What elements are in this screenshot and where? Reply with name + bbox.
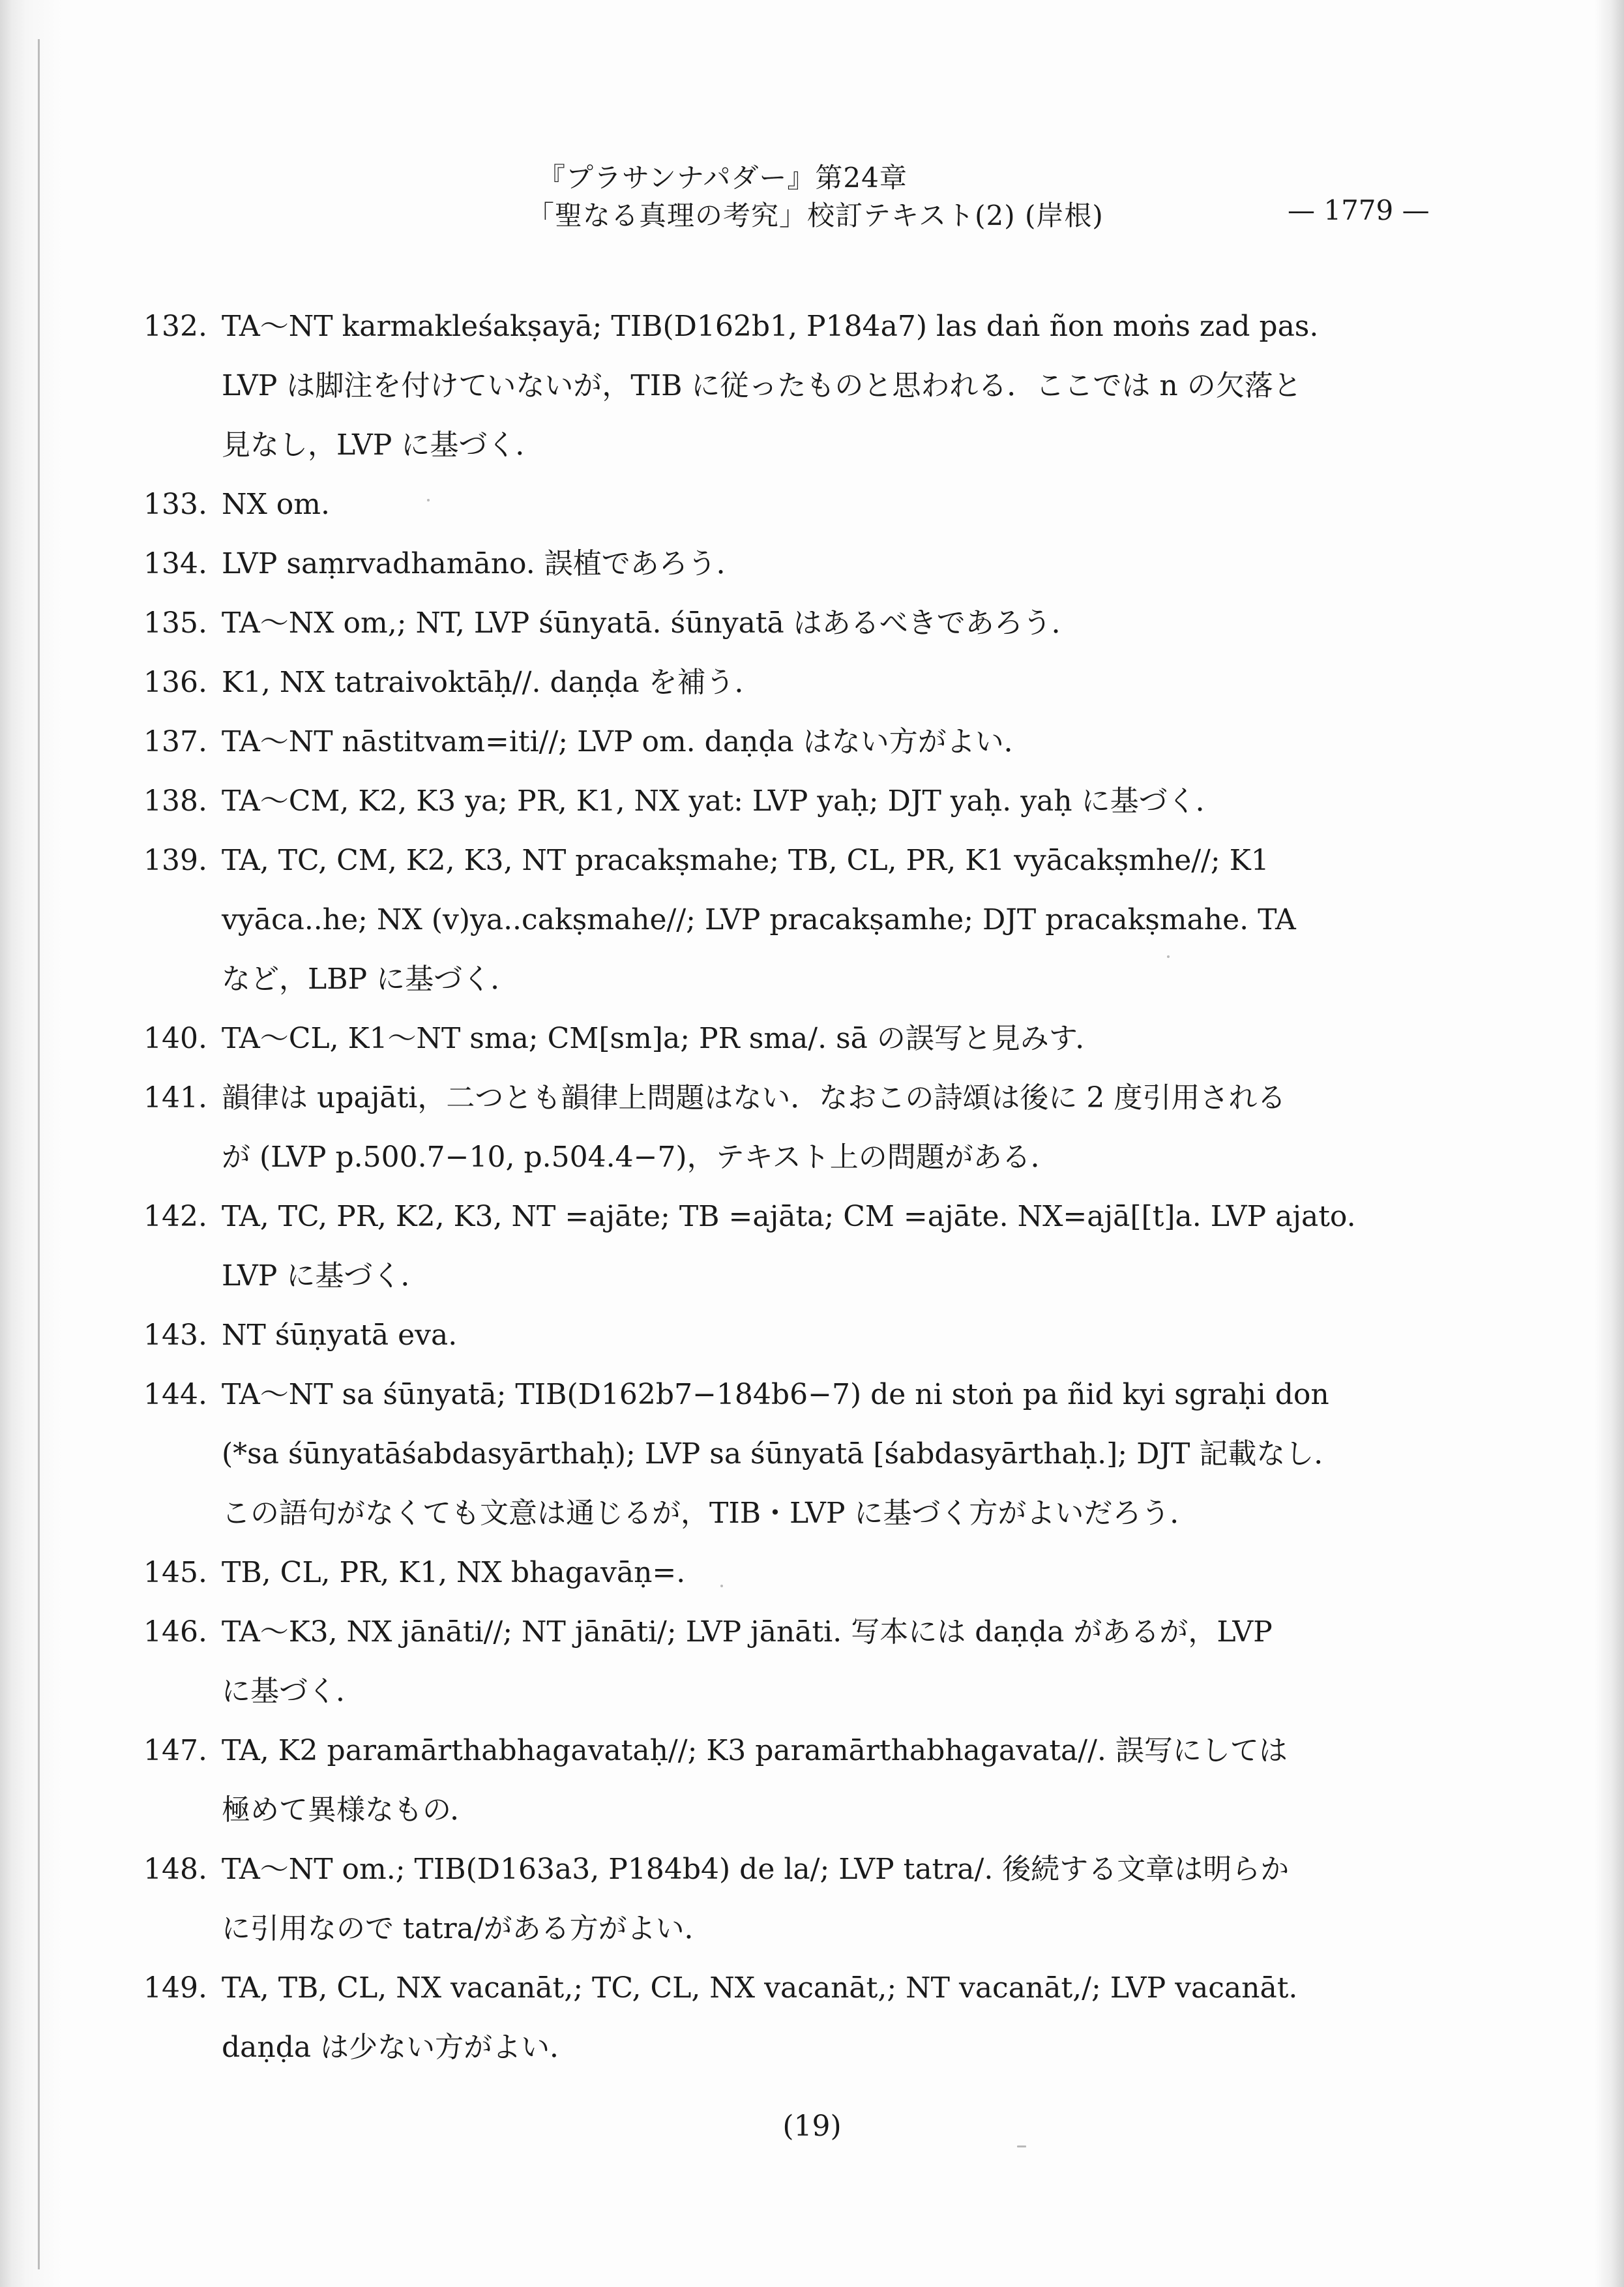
footnote-number: 135. <box>143 606 207 640</box>
footnote-line: vyāca..he; NX (v)ya..cakṣmahe//; LVP pracakṣamhe; DJT pracakṣmahe. TA <box>222 903 1296 936</box>
footnote-item <box>143 475 1434 534</box>
scan-speck <box>427 499 430 501</box>
scan-left-shadow <box>0 0 62 2287</box>
footnote-line: 見なし，LVP に基づく． <box>222 428 544 462</box>
footnote-line: TA〜NT om.; TIB(D163a3, P184b4) de la/; LVP tatra/. 後続する文章は明らか <box>222 1853 1290 1886</box>
footnote-line: TA, TB, CL, NX vacanāt,; TC, CL, NX vacanāt,; NT vacanāt,/; LVP vacanāt. <box>222 1971 1298 2005</box>
scan-speck <box>720 1585 723 1587</box>
footnote-text <box>222 475 1434 534</box>
header-title: 『プラサンナパダー』第24章 <box>538 162 908 194</box>
footnote-number: 133. <box>143 488 207 521</box>
footnote-line: LVP は脚注を付けていないが，TIB に従ったものと思われる．ここでは n の欠落と <box>222 369 1302 402</box>
footnote-number: 144. <box>143 1378 207 1411</box>
scan-right-shadow <box>1595 0 1624 2287</box>
footnote-line: daṇḍa は少ない方がよい． <box>222 2031 579 2064</box>
footnote-item <box>143 534 1434 593</box>
footnote-line: TA, TC, CM, K2, K3, NT pracakṣmahe; TB, CL, PR, K1 vyācakṣmhe//; K1 <box>222 844 1269 877</box>
footnote-number: 139. <box>143 844 207 877</box>
footnote-line: TA〜NT nāstitvam=iti//; LVP om. daṇḍa はない方がよい． <box>222 725 1033 758</box>
footnote-item <box>143 1958 1434 2077</box>
footnote-line: TA〜K3, NX jānāti//; NT jānāti/; LVP jānāti. 写本には daṇḍa があるが，LVP <box>222 1615 1273 1649</box>
footnote-line: 韻律は upajāti，二つとも韻律上問題はない．なおこの詩頌は後に 2 度引用される <box>222 1081 1286 1114</box>
footnote-text <box>222 1602 1434 1721</box>
footnote-line: TA, K2 paramārthabhagavataḥ//; K3 paramārthabhagavata//. 誤写にしては <box>222 1734 1288 1767</box>
footnote-text <box>222 712 1434 771</box>
footnote-line: TA, TC, PR, K2, K3, NT =ajāte; TB =ajāta; CM =ajāte. NX=ajā[[t]a. LVP ajato. <box>222 1200 1356 1233</box>
footnote-item <box>143 593 1434 653</box>
footnote-number: 147. <box>143 1734 207 1767</box>
footnote-number: 140. <box>143 1022 207 1055</box>
footnote-item <box>143 771 1434 831</box>
footnote-number: 134. <box>143 547 207 580</box>
header-page-number: — 1779 — <box>1288 194 1430 226</box>
footnote-line: NX om. <box>222 488 331 521</box>
footnote-item <box>143 1187 1434 1306</box>
footnote-item <box>143 1543 1434 1602</box>
footnote-text <box>222 1543 1434 1602</box>
footnote-text <box>222 1365 1434 1543</box>
footnote-line: に基づく． <box>222 1675 365 1708</box>
footnote-item <box>143 297 1434 475</box>
footnote-line: LVP に基づく． <box>222 1259 430 1293</box>
footnote-line: TA〜CM, K2, K3 ya; PR, K1, NX yat: LVP yaḥ; DJT yaḥ. yaḥ に基づく． <box>222 785 1224 818</box>
header-subtitle: 「聖なる真理の考究」校訂テキスト(2) (岸根) <box>527 200 1104 232</box>
page-footer-number: (19) <box>782 2110 842 2143</box>
footnote-item <box>143 1721 1434 1840</box>
footnote-item <box>143 1602 1434 1721</box>
footnote-text <box>222 534 1434 593</box>
footnote-line: TA〜NT karmakleśakṣayā; TIB(D162b1, P184a7) las daṅ ñon moṅs zad pas. <box>222 310 1319 343</box>
footnote-text <box>222 1721 1434 1840</box>
footnote-item <box>143 653 1434 712</box>
footnote-text <box>222 1840 1434 1958</box>
footnote-line: LVP saṃrvadhamāno. 誤植であろう． <box>222 547 745 580</box>
scan-binding-line <box>38 39 40 2269</box>
footnote-line: TB, CL, PR, K1, NX bhagavāṇ=. <box>222 1556 686 1589</box>
footnote-text <box>222 1009 1434 1068</box>
footnote-number: 148. <box>143 1853 207 1886</box>
footnote-line: 極めて異様なもの． <box>222 1793 479 1827</box>
footnote-text <box>222 593 1434 653</box>
footnote-item <box>143 1840 1434 1958</box>
footnote-text <box>222 1187 1434 1306</box>
footnote-line: など，LBP に基づく． <box>222 963 520 996</box>
footnote-number: 146. <box>143 1615 207 1649</box>
footnote-list <box>143 297 1434 2077</box>
footnote-line: NT śūṇyatā eva. <box>222 1319 458 1352</box>
footnote-text <box>222 771 1434 831</box>
footnote-number: 145. <box>143 1556 207 1589</box>
footnote-number: 142. <box>143 1200 207 1233</box>
footnote-number: 132. <box>143 310 207 343</box>
footnote-item <box>143 1068 1434 1187</box>
footnote-line: に引用なので tatra/がある方がよい． <box>222 1912 713 1945</box>
footnote-line: この語句がなくても文意は通じるが，TIB・LVP に基づく方がよいだろう． <box>222 1497 1199 1530</box>
scan-speck <box>1167 955 1170 958</box>
footnote-line: が (LVP p.500.7−10, p.504.4−7)，テキスト上の問題がある． <box>222 1141 1059 1174</box>
footnote-number: 141. <box>143 1081 207 1114</box>
footnote-text <box>222 831 1434 1009</box>
footnote-text <box>222 1306 1434 1365</box>
footnote-line: K1, NX tatraivoktāḥ//. daṇḍa を補う． <box>222 666 763 699</box>
scan-speck <box>1017 2145 1026 2147</box>
footnote-line: TA〜NT sa śūnyatā; TIB(D162b7−184b6−7) de ni stoṅ pa ñid kyi sgraḥi don <box>222 1378 1329 1411</box>
footnote-text <box>222 297 1434 475</box>
footnote-line: TA〜NX om,; NT, LVP śūnyatā. śūnyatā はあるべきであろう． <box>222 606 1080 640</box>
footnote-item <box>143 831 1434 1009</box>
footnote-number: 143. <box>143 1319 207 1352</box>
footnote-number: 149. <box>143 1971 207 2005</box>
footnote-number: 136. <box>143 666 207 699</box>
footnote-text <box>222 1068 1434 1187</box>
footnote-number: 138. <box>143 785 207 818</box>
footnote-item <box>143 712 1434 771</box>
footnote-line: TA〜CL, K1〜NT sma; CM[sm]a; PR sma/. sā の誤写と見みす． <box>222 1022 1104 1055</box>
footnote-number: 137. <box>143 725 207 758</box>
footnote-item <box>143 1306 1434 1365</box>
footnote-text <box>222 653 1434 712</box>
footnote-item <box>143 1009 1434 1068</box>
footnote-line: (*sa śūnyatāśabdasyārthaḥ); LVP sa śūnyatā [śabdasyārthaḥ.]; DJT 記載なし． <box>222 1437 1343 1471</box>
footnote-item <box>143 1365 1434 1543</box>
footnote-text <box>222 1958 1434 2077</box>
